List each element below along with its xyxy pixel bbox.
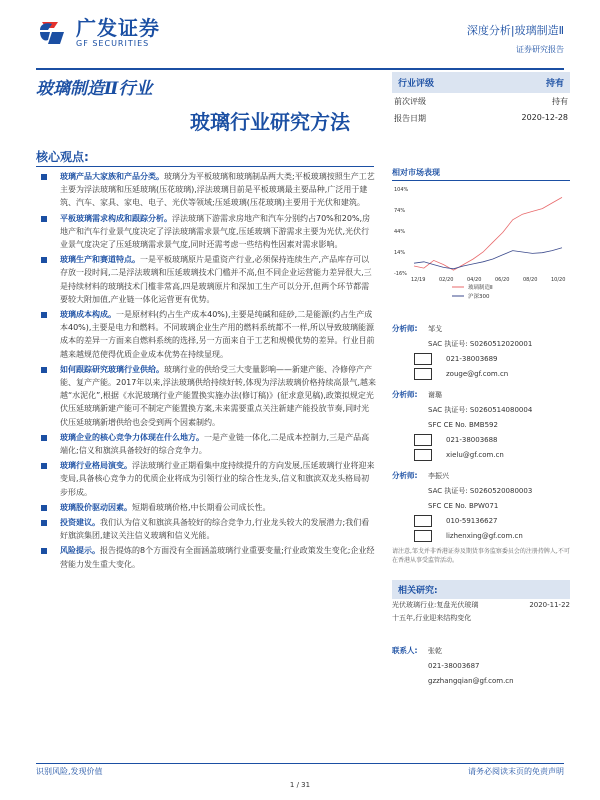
related-item[interactable] xyxy=(392,612,570,625)
logo-cn: 广发证券 xyxy=(76,16,160,40)
related-research xyxy=(392,580,570,688)
core-point xyxy=(36,212,376,252)
core-point-head: 投资建议。 xyxy=(60,518,100,528)
core-point-head: 风险提示。 xyxy=(60,546,100,556)
contact-email[interactable]: gzzhangqian@gf.com.cn xyxy=(428,676,514,685)
analyst-label: 分析师: xyxy=(392,390,418,399)
analyst-phone: 021-38003688 xyxy=(446,435,498,444)
bullet-square-icon xyxy=(41,257,47,263)
related-title: 相关研究: xyxy=(392,580,570,599)
header-divider xyxy=(36,68,564,70)
core-point-head: 平板玻璃需求构成和跟踪分析。 xyxy=(60,213,172,223)
analyst-cert: SAC 执证号: S0260512020001 xyxy=(428,339,533,348)
bullet-square-icon xyxy=(41,463,47,469)
y-tick-label: 74% xyxy=(394,208,406,214)
related-item-title: 十五年,行业迎来结构变化 xyxy=(392,614,472,622)
rating-label: 行业评级 xyxy=(398,79,435,89)
x-tick-label: 10/20 xyxy=(551,277,566,283)
doc-sub: 证券研究报告 xyxy=(516,45,564,54)
core-point-body: 我们认为信义和旗滨具备较好的综合竞争力,行业龙头较大的发展潜力;我们看好旗滨集团,建议关注信义玻璃和信义光能。 xyxy=(60,518,370,541)
email-icon xyxy=(414,368,432,380)
y-tick-label: 14% xyxy=(394,250,406,256)
related-item-date: 2020-11-22 xyxy=(529,601,570,609)
related-item[interactable] xyxy=(392,599,570,612)
analyst-email[interactable]: xielu@gf.com.cn xyxy=(446,450,504,459)
core-point-head: 玻璃企业的核心竞争力体现在什么地方。 xyxy=(60,432,204,442)
core-point xyxy=(36,516,376,542)
report-date-label: 报告日期 xyxy=(394,114,426,123)
core-point xyxy=(36,459,376,499)
contact-phone: 021-38003687 xyxy=(428,661,480,670)
footer-disclaimer: 请务必阅读末页的免责声明 xyxy=(468,767,564,776)
legend-label: 沪深300 xyxy=(468,294,490,300)
bullet-square-icon xyxy=(41,548,47,554)
prev-rating-value: 持有 xyxy=(552,97,568,106)
core-point xyxy=(36,170,376,210)
analyst-card xyxy=(392,468,570,543)
core-points xyxy=(36,170,376,573)
core-point-body: 玻璃分为平板玻璃和玻璃制品两大类;平板玻璃按照生产工艺主要为浮法玻璃和压延玻璃(压花玻璃),浮法玻璃目前是平板玻璃最主要品种,广泛用于建筑、汽车、家具、家电、电子、光伏等领域;压延玻璃(压花玻璃)主要用于光伏和建筑。 xyxy=(60,172,375,208)
prev-rating-row xyxy=(392,93,570,110)
bullet-square-icon xyxy=(41,367,47,373)
contact-block xyxy=(392,643,570,688)
legend-label: 玻璃制造Ⅱ xyxy=(468,285,493,291)
core-point xyxy=(36,363,376,429)
analyst-list xyxy=(392,321,570,543)
doc-type: 深度分析|玻璃制造Ⅱ xyxy=(466,24,564,37)
analyst-label: 分析师: xyxy=(392,471,418,480)
page-number: 1 / 31 xyxy=(289,781,311,789)
contact-label: 联系人: xyxy=(392,645,418,655)
analyst-email[interactable]: zouge@gf.com.cn xyxy=(446,369,509,378)
bullet-square-icon xyxy=(41,174,47,180)
analyst-name: 谢璐 xyxy=(428,390,442,399)
y-tick-label: 104% xyxy=(394,187,409,193)
core-point xyxy=(36,501,376,514)
core-point-body: 玻璃行业的供给受三大变量影响——新建产能、冷修停产产能、复产产能。2017年以来,浮法玻璃供给持续好转,体现为浮法玻璃价格持续高景气,越来越“水泥化”,根据《水泥玻璃行业产能置换实施办法(修订稿)》(征求意见稿),政策拟规定光伏压延玻璃新建产能可不制定产能置换方案,未来需要重点关注新建产能投放节奏,同时光伏压延玻璃新增供给也会受到两个因素制约。 xyxy=(60,364,376,427)
phone-icon xyxy=(414,515,432,527)
x-tick-label: 06/20 xyxy=(495,277,510,283)
analyst-name: 邹戈 xyxy=(428,324,442,333)
core-point xyxy=(36,253,376,306)
x-tick-label: 04/20 xyxy=(467,277,482,283)
report-date-value: 2020-12-28 xyxy=(521,113,568,122)
analyst-phone: 010-59136627 xyxy=(446,516,498,525)
core-point-head: 玻璃生产和赛道特点。 xyxy=(60,255,140,265)
y-tick-label: 44% xyxy=(394,229,406,235)
core-point-head: 玻璃成本构成。 xyxy=(60,310,116,320)
series-line xyxy=(414,248,562,269)
footer-divider xyxy=(36,763,564,764)
prev-rating-label: 前次评级 xyxy=(394,97,426,106)
core-point-head: 如何跟踪研究玻璃行业供给。 xyxy=(60,364,164,374)
analyst-name: 李振兴 xyxy=(428,471,449,480)
core-point-body: 报告提炼的8个方面没有全面涵盖玻璃行业重要变量;行业政策发生变化;企业经营能力发生重大变化。 xyxy=(60,546,375,569)
logo xyxy=(36,18,160,48)
rating-head xyxy=(392,72,570,93)
chart-title: 相对市场表现 xyxy=(392,167,570,181)
analyst-email[interactable]: lizhenxing@gf.com.cn xyxy=(446,531,523,540)
core-point-head: 玻璃产品大家族和产品分类。 xyxy=(60,172,164,181)
analyst-cert: SAC 执证号: S0260520080003 xyxy=(428,486,533,495)
analyst-label: 分析师: xyxy=(392,324,418,333)
core-title: 核心观点: xyxy=(36,150,89,164)
bullet-square-icon xyxy=(41,312,47,318)
logo-en: GF SECURITIES xyxy=(76,39,150,48)
analyst-card xyxy=(392,321,570,381)
core-point-body: 短期看玻璃价格,中长期看公司成长性。 xyxy=(132,502,271,512)
core-point-body: 一是原材料(约占生产成本40%),主要是纯碱和硅砂,二是能源(约占生产成本40%),主要是电力和燃料。不同玻璃企业生产用的燃料系统都不一样,所以导致玻璃能源成本的差异一方面来自燃料系统的选择,另一方面来自于工艺和规模优势的差异。行业目前越来越规范使得优质企业成本优势在持续显现。 xyxy=(60,310,375,359)
core-point-head: 玻璃股价驱动因素。 xyxy=(60,502,132,512)
core-point xyxy=(36,544,376,570)
bullet-square-icon xyxy=(41,505,47,511)
core-point-head: 玻璃行业格局演变。 xyxy=(60,461,132,471)
core-point xyxy=(36,308,376,361)
analyst-cert: SAC 执证号: S0260514080004 xyxy=(428,405,533,414)
analyst-phone: 021-38003689 xyxy=(446,354,498,363)
x-tick-label: 08/20 xyxy=(523,277,538,283)
email-icon xyxy=(414,449,432,461)
industry-title: 玻璃制造Ⅱ行业 xyxy=(36,79,153,99)
phone-icon xyxy=(414,353,432,365)
core-point-body: 一是平板玻璃原片是重资产行业,必须保持连续生产,产品库存可以存放一段时间,二是浮法玻璃和压延玻璃技术门槛并不高,但不同企业运营能力差异很大,三是持续材料的玻璃技术门槛非常高,四是玻璃原片和深加工生产可以分开,但两个环节都需要较大附加值,产业链一体化运营更有优势。 xyxy=(60,255,372,304)
footer-slogan: 识别风险,发现价值 xyxy=(36,767,103,776)
report-date-row xyxy=(392,110,570,127)
core-point-body: 一是产业链一体化,二是成本控制力,三是产品高端化;信义和旗滨具备较好的综合竞争力。 xyxy=(60,432,370,456)
gf-logo-icon xyxy=(36,18,70,48)
analyst-cert2: SFC CE No. BMB592 xyxy=(428,420,498,429)
disclaimer-note: 请注意,邹戈并非香港证券及期货事务监察委员会的注册持牌人,不可在香港从事受监管活动。 xyxy=(392,548,570,564)
header xyxy=(0,0,600,62)
y-tick-label: -16% xyxy=(394,271,407,277)
report-title: 玻璃行业研究方法 xyxy=(190,110,350,134)
bullet-square-icon xyxy=(41,435,47,441)
x-tick-label: 02/20 xyxy=(439,277,454,283)
core-point-body: 浮法玻璃行业正期看集中度持续提升的方向发展,压延玻璃行业将迎来变局,具备核心竞争力的优质企业将成为引领行业的综合性龙头,信义和旗滨双龙头格局初步形成。 xyxy=(60,461,375,497)
relative-performance-chart xyxy=(392,181,570,311)
series-line xyxy=(414,197,562,270)
rating-value: 持有 xyxy=(545,79,564,89)
contact-name: 张乾 xyxy=(428,646,442,655)
bullet-square-icon xyxy=(41,216,47,222)
core-point-body: 浮法玻璃下游需求房地产和汽车分别约占70%和20%,房地产和汽车行业景气度决定了浮法玻璃需求景气度,压延玻璃下游需求主要为光伏,光伏行业景气度决定了压延玻璃需求景气度,同时还需考虑一些结构性因素对需求影响。 xyxy=(60,213,371,250)
bullet-square-icon xyxy=(41,520,47,526)
x-tick-label: 12/19 xyxy=(411,277,426,283)
sidebar xyxy=(392,72,570,565)
phone-icon xyxy=(414,434,432,446)
core-point xyxy=(36,431,376,457)
core-divider xyxy=(36,166,374,167)
analyst-cert2: SFC CE No. BPW071 xyxy=(428,501,499,510)
analyst-card xyxy=(392,387,570,462)
related-item-title: 光伏玻璃行业:复盘光伏玻璃 xyxy=(392,601,479,609)
email-icon xyxy=(414,530,432,542)
